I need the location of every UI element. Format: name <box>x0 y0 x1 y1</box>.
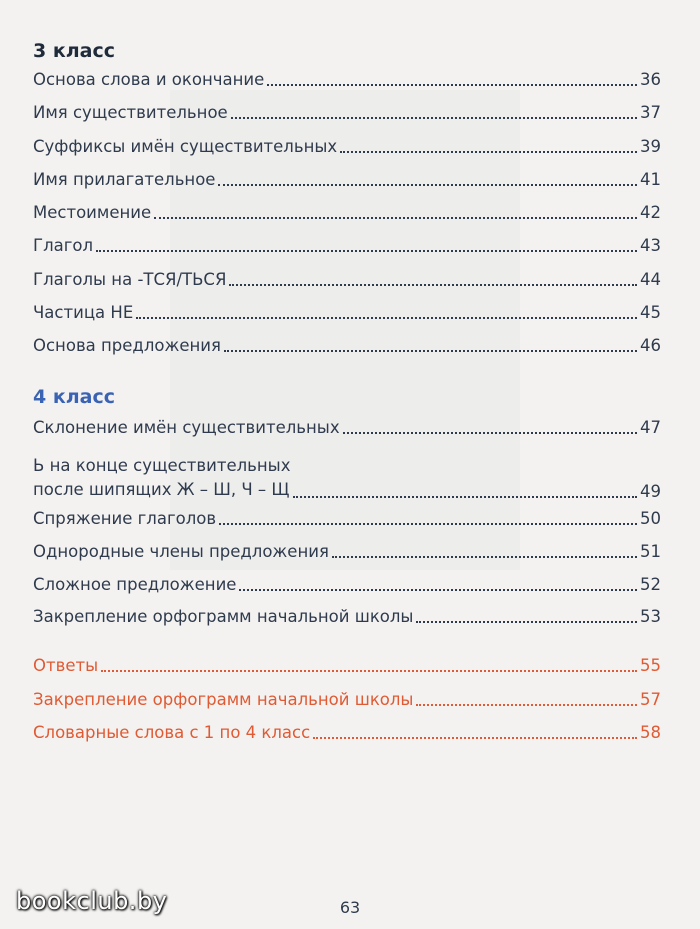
leader-dots <box>224 349 637 352</box>
leader-dots <box>343 431 637 434</box>
toc-page: 43 <box>640 236 661 255</box>
toc-row[interactable] <box>33 70 661 90</box>
toc-page: 36 <box>640 70 661 89</box>
toc-page: 45 <box>640 303 661 322</box>
leader-dots <box>416 703 637 706</box>
toc-row[interactable] <box>33 575 661 595</box>
toc-page: 47 <box>640 418 661 437</box>
toc-label: Закрепление орфограмм начальной школы <box>33 607 414 626</box>
toc-page: 41 <box>640 170 661 189</box>
toc-row[interactable] <box>33 336 661 356</box>
toc-row[interactable] <box>33 418 661 438</box>
leader-dots <box>293 495 637 498</box>
toc-label: Основа слова и окончание <box>33 70 265 89</box>
leader-dots <box>136 316 637 319</box>
toc-label: Ответы <box>33 656 99 675</box>
toc-label: Частица НЕ <box>33 303 134 322</box>
toc-row[interactable] <box>33 303 661 323</box>
toc-label: Закрепление орфограмм начальной школы <box>33 690 414 709</box>
toc-page: 53 <box>640 607 661 626</box>
leader-dots <box>267 83 637 86</box>
leader-dots <box>229 283 637 286</box>
toc-row[interactable] <box>33 137 661 157</box>
leader-dots <box>219 522 637 525</box>
toc-label: Основа предложения <box>33 336 221 355</box>
leader-dots <box>416 620 637 623</box>
leader-dots <box>340 150 637 153</box>
toc-page: 55 <box>640 656 661 675</box>
toc-label: Словарные слова с 1 по 4 класс <box>33 723 311 742</box>
toc-label: Имя прилагательное <box>33 170 216 189</box>
site-watermark: bookclub.by <box>16 887 168 915</box>
toc-page: 50 <box>640 509 661 528</box>
toc-row[interactable] <box>33 542 661 562</box>
toc-page: 46 <box>640 336 661 355</box>
leader-dots <box>313 736 637 739</box>
leader-dots <box>218 183 637 186</box>
leader-dots <box>239 588 637 591</box>
section-title-grade-4: 4 класс <box>33 386 115 408</box>
toc-label: Сложное предложение <box>33 575 237 594</box>
toc-page: 37 <box>640 103 661 122</box>
toc-page: 49 <box>640 482 661 501</box>
toc-row[interactable] <box>33 270 661 290</box>
toc-label: Ь на конце существительных после шипящих Ж – Ш, Ч – Щ <box>33 456 291 499</box>
toc-page: 52 <box>640 575 661 594</box>
toc-row[interactable] <box>33 656 661 676</box>
toc-row[interactable] <box>33 509 661 529</box>
toc-page: 42 <box>640 203 661 222</box>
toc-row[interactable] <box>33 203 661 223</box>
toc-row[interactable] <box>33 236 661 256</box>
toc-row[interactable] <box>33 723 661 743</box>
toc-label: Имя существительное <box>33 103 228 122</box>
toc-row[interactable] <box>33 607 661 627</box>
toc-row[interactable] <box>33 170 661 190</box>
toc-label: Глаголы на -ТСЯ/ТЬСЯ <box>33 270 227 289</box>
toc-row[interactable] <box>33 103 661 123</box>
toc-label: Местоимение <box>33 203 152 222</box>
section-title-grade-3: 3 класс <box>33 40 115 62</box>
leader-dots <box>231 116 637 119</box>
leader-dots <box>154 216 637 219</box>
toc-row[interactable] <box>33 454 661 502</box>
toc-page: 44 <box>640 270 661 289</box>
toc-label: Спряжение глаголов <box>33 509 217 528</box>
toc-label: Однородные члены предложения <box>33 542 329 561</box>
leader-dots <box>96 249 637 252</box>
leader-dots <box>101 669 637 672</box>
toc-label: Глагол <box>33 236 94 255</box>
leader-dots <box>332 555 637 558</box>
toc-page: 51 <box>640 542 661 561</box>
toc-page: 57 <box>640 690 661 709</box>
toc-page: 58 <box>640 723 661 742</box>
toc-row[interactable] <box>33 690 661 710</box>
page-number: 63 <box>339 898 361 917</box>
toc-label: Склонение имён существительных <box>33 418 340 437</box>
toc-label: Суффиксы имён существительных <box>33 137 338 156</box>
toc-page: 39 <box>640 137 661 156</box>
